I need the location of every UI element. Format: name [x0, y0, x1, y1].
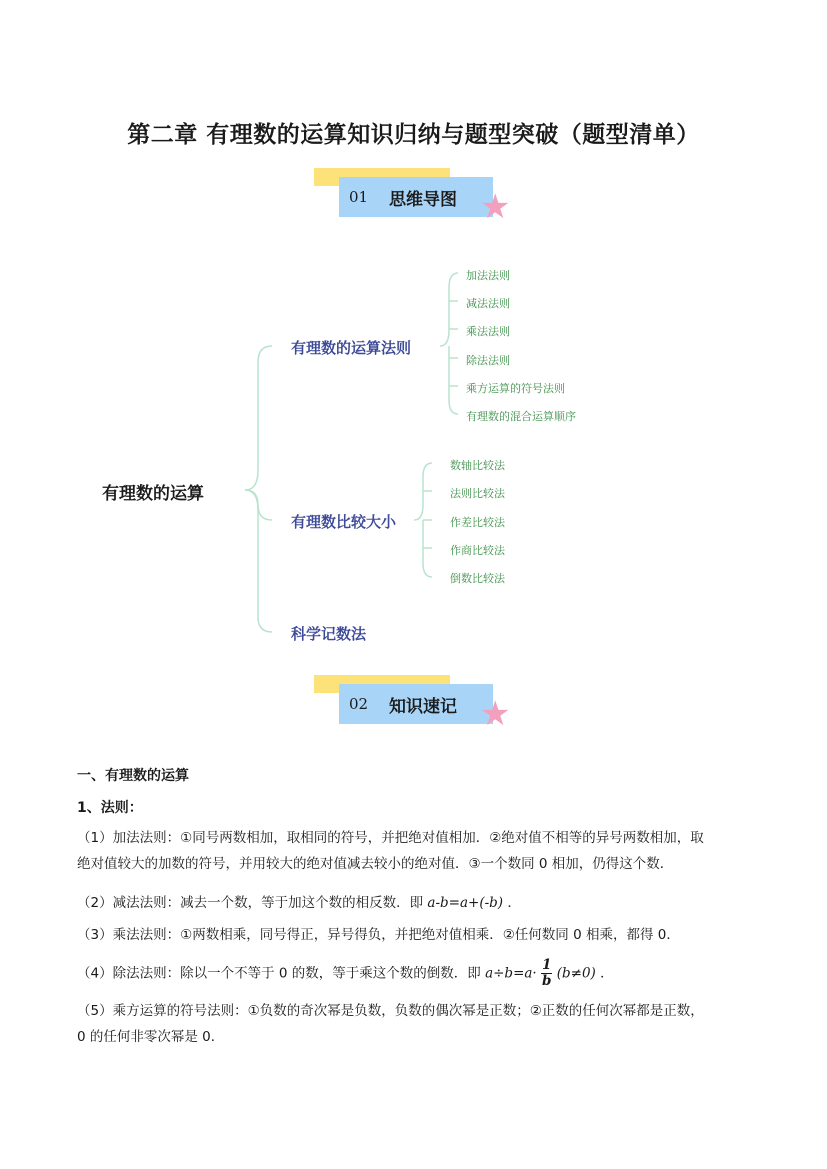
banner-number: 02 [349, 695, 369, 713]
rule-addition [77, 825, 757, 877]
fraction-denominator: b [541, 973, 552, 989]
rule-subtraction [77, 890, 521, 916]
rule-line: 0 的任何非零次幂是 0． [77, 1029, 225, 1045]
section-banner-knowledge [312, 675, 512, 735]
mindmap-branch: 科学记数法 [291, 625, 367, 643]
banner-label: 知识速记 [389, 697, 457, 717]
rule-division [77, 958, 614, 989]
mindmap-leaf: 倒数比较法 [450, 572, 505, 585]
banner-number: 01 [349, 188, 369, 206]
fraction-numerator: 1 [542, 957, 552, 973]
mindmap-leaf: 作差比较法 [450, 516, 505, 529]
rule-line: （1）加法法则：①同号两数相加，取相同的符号，并把绝对值相加．②绝对值不相等的异号两数相加，取 [77, 830, 704, 846]
star-icon: ★ [480, 187, 511, 227]
mindmap-branch: 有理数的运算法则 [291, 339, 412, 357]
rule-line: 绝对值较大的加数的符号，并用较大的绝对值减去较小的绝对值．③一个数同 0 相加，仍得这个数． [77, 856, 674, 872]
mindmap-leaf: 减法法则 [466, 297, 510, 310]
mindmap-leaf: 有理数的混合运算顺序 [466, 410, 576, 423]
mindmap-leaf: 数轴比较法 [450, 459, 505, 472]
rule-text: （2）减法法则：减去一个数，等于加这个数的相反数．即 [77, 895, 424, 911]
fraction [541, 958, 552, 989]
banner-label: 思维导图 [389, 190, 457, 210]
rule-formula-condition: (b≠0) [556, 965, 596, 982]
rule-end: ． [600, 965, 614, 982]
page-title: 第二章 有理数的运算知识归纳与题型突破（题型清单） [127, 122, 700, 148]
rule-multiplication: （3）乘法法则：①两数相乘，同号得正，异号得负，并把绝对值相乘．②任何数同 0 相乘，都得 0． [77, 927, 680, 943]
rule-formula: a-b=a+(-b) [427, 895, 504, 911]
rule-end: ． [507, 895, 521, 911]
mindmap-leaf: 除法法则 [466, 354, 510, 367]
rule-line: （5）乘方运算的符号法则：①负数的奇次幂是负数，负数的偶次幂是正数；②正数的任何次幂都是正数， [77, 1003, 704, 1019]
mindmap-leaf: 乘方运算的符号法则 [466, 382, 565, 395]
mindmap-leaf: 作商比较法 [450, 544, 505, 557]
mindmap-root: 有理数的运算 [102, 484, 204, 504]
section-heading: 一、有理数的运算 [77, 768, 189, 784]
mindmap-leaf: 法则比较法 [450, 487, 505, 500]
subsection-heading: 1、法则： [77, 800, 143, 816]
rule-formula: a÷b=a· [485, 965, 537, 982]
mindmap-leaf: 加法法则 [466, 269, 510, 282]
mindmap-branch: 有理数比较大小 [291, 513, 397, 531]
rule-text: （4）除法法则：除以一个不等于 0 的数，等于乘这个数的倒数．即 [77, 965, 481, 982]
mindmap-leaf: 乘法法则 [466, 325, 510, 338]
rule-power-sign [77, 998, 757, 1050]
star-icon: ★ [480, 694, 511, 734]
